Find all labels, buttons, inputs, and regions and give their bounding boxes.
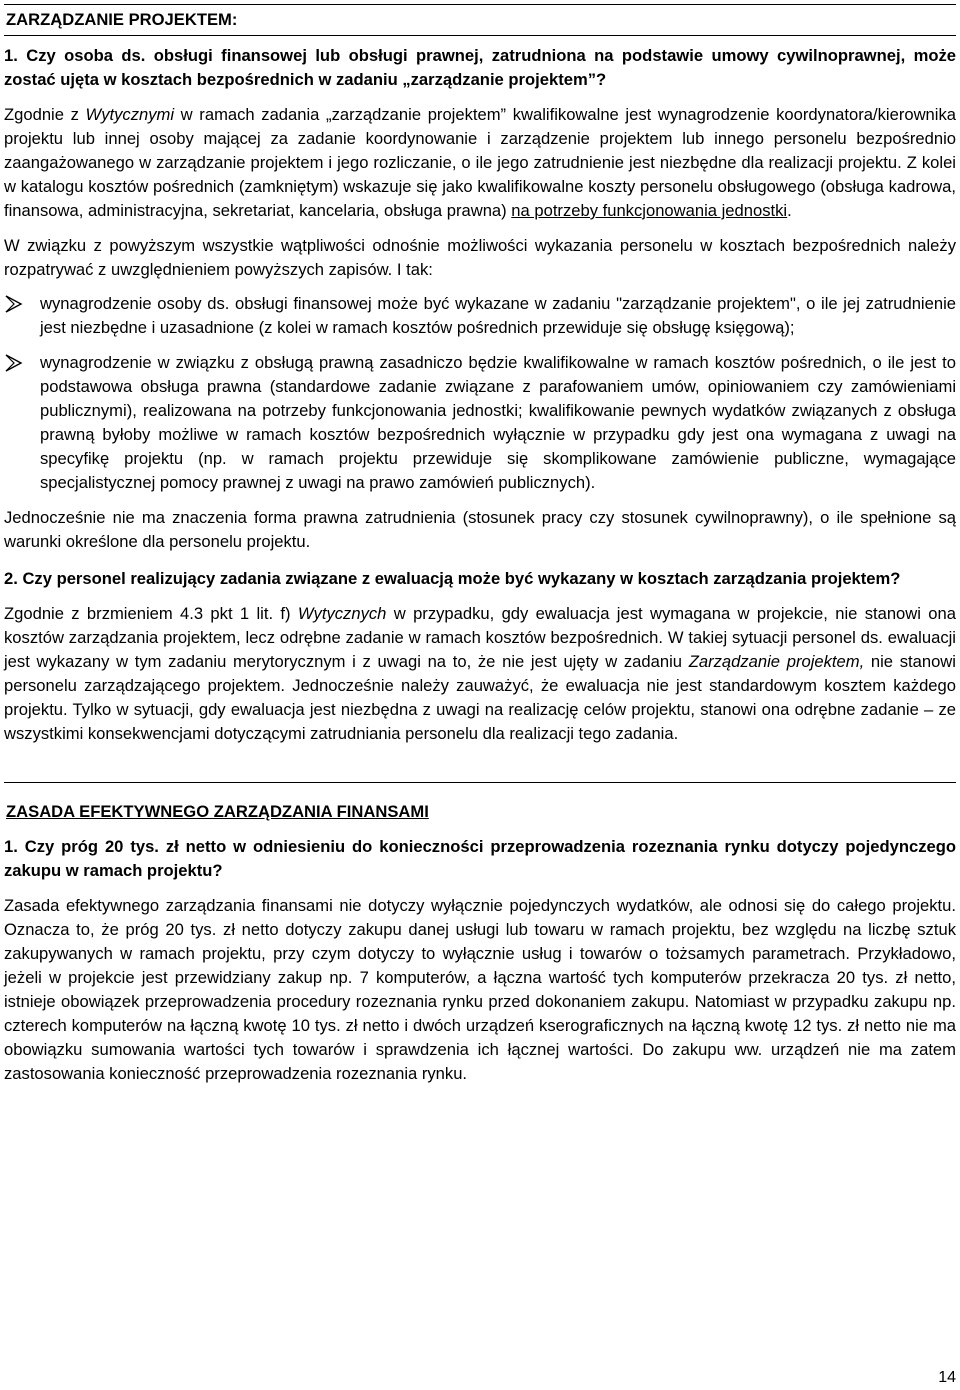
italic-term: Wytycznych — [297, 604, 387, 623]
question-2: 2. Czy personel realizujący zadania związane z ewaluacją może być wykazany w kosztach zarządzania projektem? — [4, 569, 901, 588]
page-number: 14 — [938, 1369, 956, 1386]
underlined-phrase: na potrzeby funkcjonowania jednostki — [511, 201, 788, 220]
answer-1-paragraph-3: Jednocześnie nie ma znaczenia forma prawna zatrudnienia (stosunek pracy czy stosunek cywilnoprawny), o ile spełnione są warunki określone dla personelu projektu. — [4, 508, 956, 551]
italic-term: Zarządzanie projektem, — [688, 652, 865, 671]
text-run: w ramach zadania „zarządzanie projektem” kwalifikowalne jest wynagrodzenie koordynatora/kierownika projektu lub innej osoby mającej za zadanie koordynowanie i zarządzenie projektem lub innego personelu bezpośrednio zaangażowanego w zarządzanie projektem i jego rozliczanie, o ile jego zatrudnienie jest niezbędne dla realizacji projektu. Z kolei w katalogu kosztów pośrednich (zamkniętym) wskazuje się jako kwalifikowalne koszty personelu obsługowego (obsługa kadrowa, finansowa, administracyjna, sekretariat, kancelaria, obsługa prawna) — [4, 105, 956, 220]
text-run: w przypadku, gdy ewaluacja jest wymagana w projekcie, nie stanowi ona kosztów zarządzania projektem, lecz odrębne zadanie w ramach kosztów bezpośrednich. W takiej sytuacji personel ds. ewaluacji jest wykazany w tym zadaniu merytorycznym i z uwagi na to, że nie jest ujęty w zadaniu — [4, 604, 956, 671]
arrowhead-bullet-icon — [4, 294, 24, 314]
text-run: Zgodnie z — [4, 105, 86, 124]
answer-1-paragraph-1 — [4, 103, 956, 223]
bullet-list — [4, 292, 956, 495]
bullet-text: wynagrodzenie w związku z obsługą prawną zasadniczo będzie kwalifikowalne w ramach kosztów pośrednich, o ile jest to podstawowa obsługa prawna (standardowe zadanie związane z parafowaniem umów, opiniowaniem czy zamówieniami publicznymi), realizowana na potrzeby funkcjonowania jednostki; kwalifikowanie pewnych wydatków związanych z obsługa prawną byłoby możliwe w ramach kosztów bezpośrednich wyłącznie w przypadku gdy jest ona wymagana z uwagi na specyfikę projektu (np. w ramach projektu przewiduje się skomplikowane zamówienie publiczne, wymagające specjalistycznej pomocy prawnej z uwagi na prawo zamówień publicznych). — [40, 353, 956, 492]
answer-2 — [4, 602, 956, 746]
answer-1-paragraph-2: W związku z powyższym wszystkie wątpliwości odnośnie możliwości wykazania personelu w kosztach bezpośrednich należy rozpatrywać z uwzględnieniem powyższych zapisów. I tak: — [4, 236, 956, 279]
list-item — [4, 351, 956, 495]
bullet-text: wynagrodzenie osoby ds. obsługi finansowej może być wykazane w zadaniu "zarządzanie projektem", o ile jej zatrudnienie jest niezbędne i uzasadnione (z kolei w ramach kosztów pośrednich przewiduje się obsługę księgową); — [40, 294, 956, 337]
section-heading-project-management: ZARZĄDZANIE PROJEKTEM: — [4, 4, 956, 36]
question-1: 1. Czy osoba ds. obsługi finansowej lub obsługi prawnej, zatrudniona na podstawie umowy cywilnoprawnej, może zostać ujęta w kosztach bezpośrednich w zadaniu „zarządzanie projektem”? — [4, 46, 956, 89]
question-1-financial: 1. Czy próg 20 tys. zł netto w odniesieniu do konieczności przeprowadzenia rozeznania rynku dotyczy pojedynczego zakupu w ramach projektu? — [4, 837, 956, 880]
answer-1-financial: Zasada efektywnego zarządzania finansami nie dotyczy wyłącznie pojedynczych wydatków, ale odnosi się do całego projektu. Oznacza to, że próg 20 tys. zł netto dotyczy zakupu danej usługi lub towaru w ramach projektu, bez względu na liczbę sztuk zakupywanych w ramach projektu, przy czym dotyczy to wyłącznie usług i towarów o tożsamych parametrach. Przykładowo, jeżeli w projekcie jest przewidziany zakup np. 7 komputerów, a łączna wartość tych komputerów przekracza 20 tys. zł netto, istnieje obowiązek przeprowadzenia procedury rozeznania rynku przed dokonaniem zakupu. Natomiast w przypadku zakupu np. czterech komputerów na łączną kwotę 10 tys. zł netto i dwóch urządzeń kserograficznych na łączną kwotę 12 tys. zł netto nie ma obowiązku sumowania wartości tych towarów i sprawdzenia ich łącznej wartości. Do zakupu ww. urządzeń nie ma zatem zastosowania konieczność przeprowadzenia rozeznania rynku. — [4, 896, 956, 1083]
text-run: . — [787, 201, 792, 220]
section-divider — [4, 782, 956, 783]
text-run: Zgodnie z brzmieniem 4.3 pkt 1 lit. f) — [4, 604, 298, 623]
text-run: nie stanowi personelu zarządzającego projektem. Jednocześnie należy zauważyć, że ewaluacja nie jest standardowym kosztem każdego projektu. Tylko w sytuacji, gdy ewaluacja jest niezbędna z uwagi na realizację celów projektu, stanowi ona odrębne zadanie – ze wszystkimi konsekwencjami dotyczącymi zatrudniania personelu dla realizacji tego zadania. — [4, 652, 956, 743]
document-page — [4, 0, 956, 1086]
arrowhead-bullet-icon — [4, 353, 24, 373]
list-item — [4, 292, 956, 340]
italic-term: Wytycznymi — [85, 105, 175, 124]
section-heading-financial-management: ZASADA EFEKTYWNEGO ZARZĄDZANIA FINANSAMI — [6, 802, 429, 821]
